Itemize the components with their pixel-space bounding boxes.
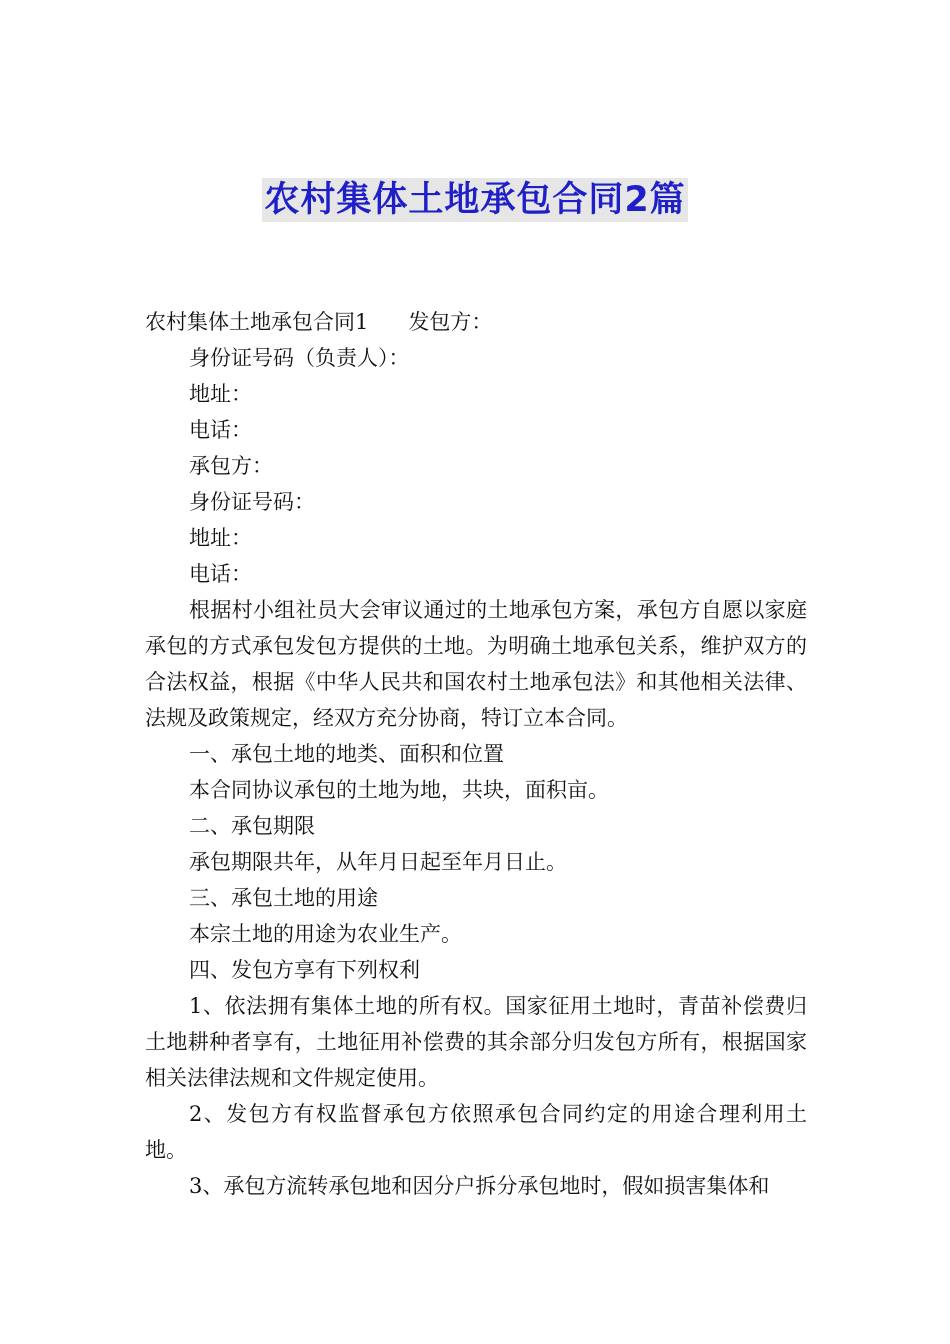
party-a-address-field: 地址： xyxy=(189,382,252,406)
section-4-title: 四、发包方享有下列权利 xyxy=(189,958,420,982)
title-wrap xyxy=(0,178,950,222)
party-b-phone-field: 电话： xyxy=(189,562,252,586)
party-a-id-field: 身份证号码（负责人）： xyxy=(189,346,410,370)
section-4-item-3: 3、承包方流转承包地和因分户拆分承包地时，假如损害集体和 xyxy=(189,1174,770,1198)
party-b-field: 承包方： xyxy=(189,454,273,478)
document-body xyxy=(145,304,807,1204)
contract-heading-line xyxy=(145,304,807,340)
party-a-label: 发包方： xyxy=(408,310,493,334)
section-3-text: 本宗土地的用途为农业生产。 xyxy=(189,922,462,946)
section-4-item-2: 2、发包方有权监督承包方依照承包合同约定的用途合理利用土地。 xyxy=(145,1102,807,1162)
preamble-paragraph: 根据村小组社员大会审议通过的土地承包方案，承包方自愿以家庭承包的方式承包发包方提供的土地。为明确土地承包关系，维护双方的合法权益，根据《中华人民共和国农村土地承包法》和其他相关法律、法规及政策规定，经双方充分协商，特订立本合同。 xyxy=(145,598,807,730)
section-1-title: 一、承包土地的地类、面积和位置 xyxy=(189,742,504,766)
section-2-title: 二、承包期限 xyxy=(189,814,315,838)
party-a-phone-field: 电话： xyxy=(189,418,252,442)
party-b-address-field: 地址： xyxy=(189,526,252,550)
contract-label: 农村集体土地承包合同1 xyxy=(145,310,369,334)
party-b-id-field: 身份证号码： xyxy=(189,490,315,514)
document-title: 农村集体土地承包合同2篇 xyxy=(264,180,686,220)
section-2-text: 承包期限共年，从年月日起至年月日止。 xyxy=(189,850,567,874)
section-3-title: 三、承包土地的用途 xyxy=(189,886,378,910)
section-1-text: 本合同协议承包的土地为地，共块，面积亩。 xyxy=(189,778,609,802)
section-4-item-1: 1、依法拥有集体土地的所有权。国家征用土地时，青苗补偿费归土地耕种者享有，土地征用补偿费的其余部分归发包方所有，根据国家相关法律法规和文件规定使用。 xyxy=(145,994,807,1090)
